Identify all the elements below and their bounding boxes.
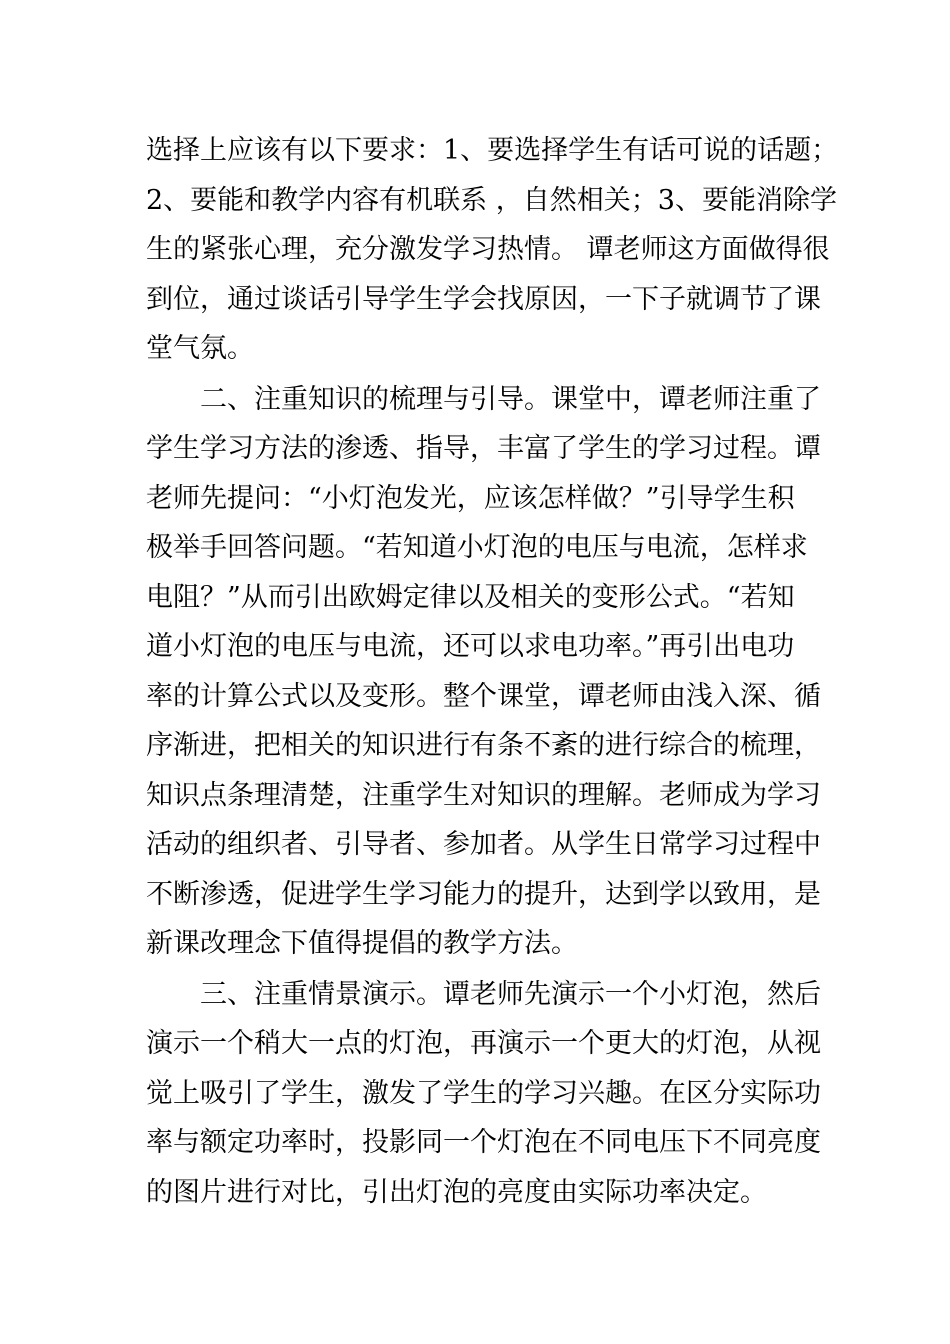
text-line: 序渐进，把相关的知识进行有条不紊的进行综合的梳理， [146,730,821,761]
document-body [146,126,839,1217]
text-line: 新课改理念下值得提倡的教学方法。 [146,928,578,959]
text-line: 堂气氛。 [146,333,254,364]
text-line: 活动的组织者、引导者、参加者。从学生日常学习过程中 [146,829,821,860]
paragraph-2 [146,375,821,969]
text-line: 觉上吸引了学生，激发了学生的学习兴趣。在区分实际功 [146,1077,821,1109]
text-line: 道小灯泡的电压与电流，还可以求电功率。”再引出电功 [146,631,795,662]
text-line: 率与额定功率时，投影同一个灯泡在不同电压下不同亮度 [146,1127,821,1158]
text-line: 电阻？”从而引出欧姆定律以及相关的变形公式。“若知 [146,581,795,613]
text-line: 不断渗透，促进学生学习能力的提升，达到学以致用，是 [146,878,821,910]
text-line: 2、要能和教学内容有机联系 ，自然相关；3、要能消除学 [146,184,837,216]
text-line: 率的计算公式以及变形。整个课堂，谭老师由浅入深、循 [146,680,821,712]
text-line: 三、注重情景演示。谭老师先演示一个小灯泡，然后 [146,978,821,1010]
text-line: 学生学习方法的渗透、指导，丰富了学生的学习过程。谭 [146,433,821,464]
text-line: 的图片进行对比，引出灯泡的亮度由实际功率决定。 [146,1176,767,1208]
paragraph-1 [146,126,839,374]
text-line: 老师先提问：“小灯泡发光，应该怎样做？”引导学生积 [146,482,795,514]
text-line: 生的紧张心理，充分激发学习热情。 谭老师这方面做得很 [146,234,830,265]
text-line: 二、注重知识的梳理与引导。课堂中，谭老师注重了 [146,383,821,415]
text-line: 到位，通过谈话引导学生学会找原因，一下子就调节了课 [146,283,821,315]
paragraph-3 [146,970,821,1218]
text-line: 演示一个稍大一点的灯泡，再演示一个更大的灯泡，从视 [146,1028,821,1059]
text-line: 知识点条理清楚，注重学生对知识的理解。老师成为学习 [146,779,821,811]
text-line: 选择上应该有以下要求：1、要选择学生有话可说的话题； [146,135,839,166]
text-line: 极举手回答问题。“若知道小灯泡的电压与电流，怎样求 [146,532,808,563]
